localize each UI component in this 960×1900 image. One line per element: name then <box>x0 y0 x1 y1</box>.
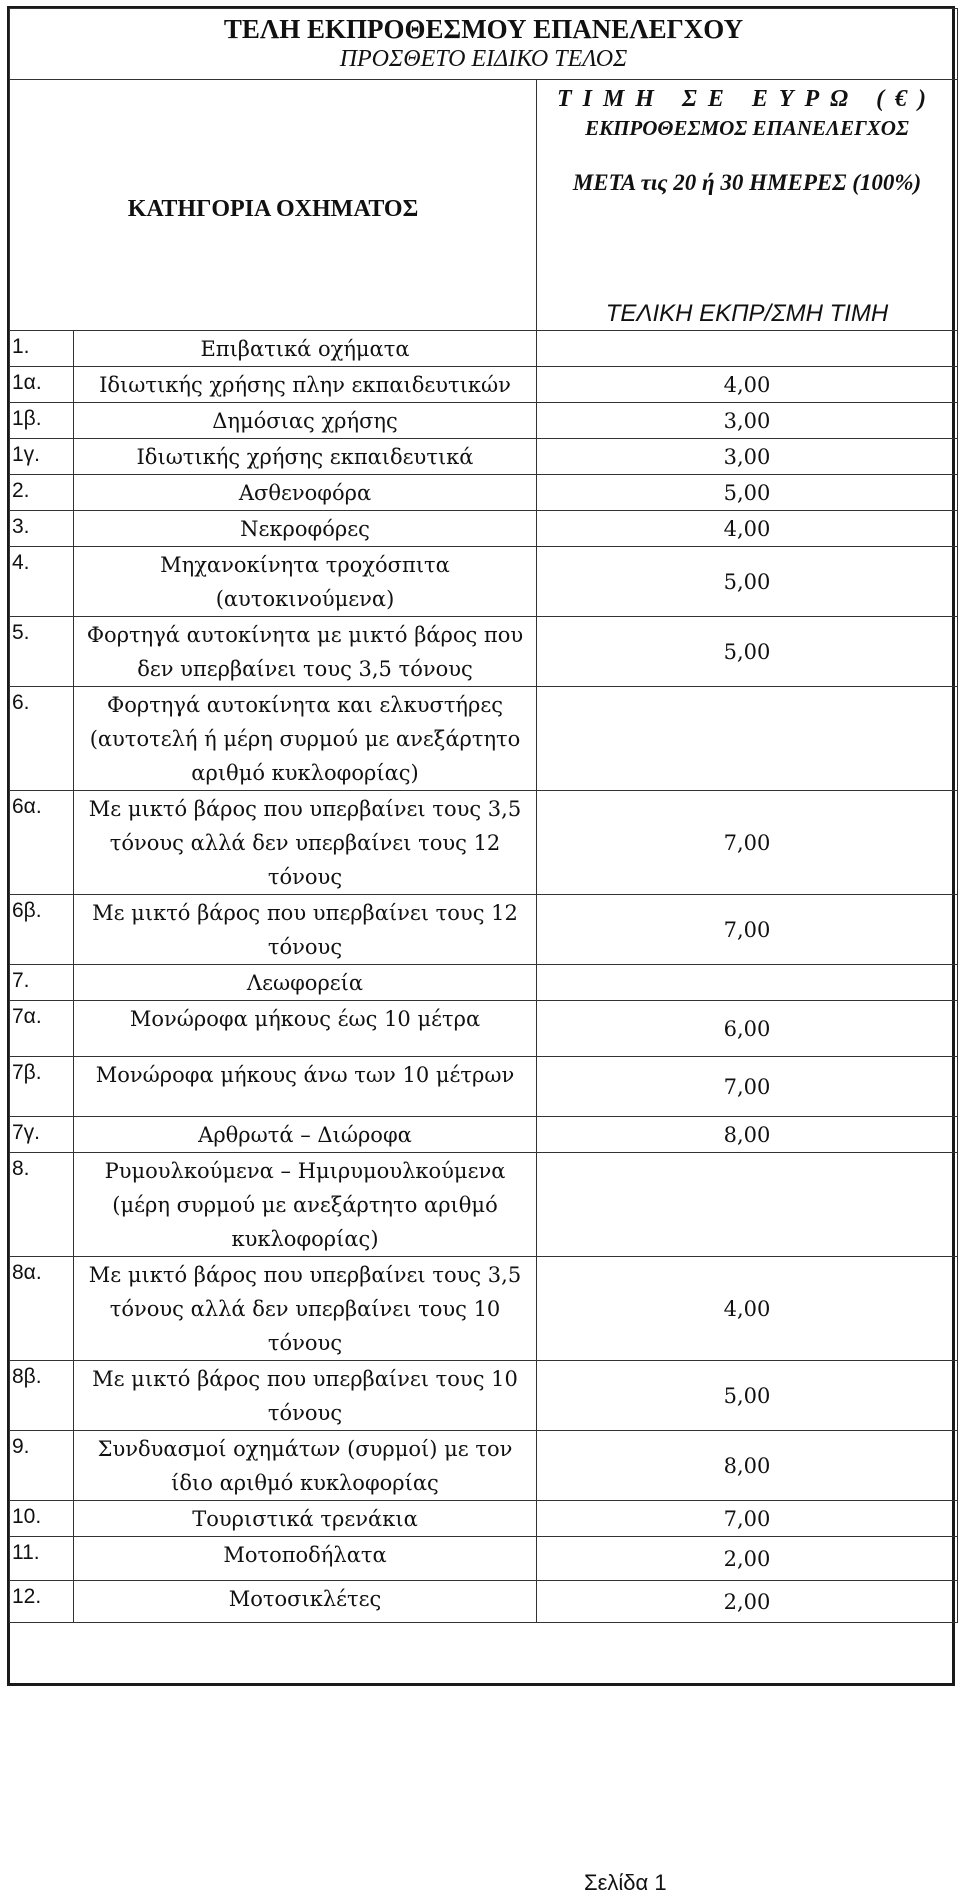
table-row <box>10 1537 958 1581</box>
row-number: 8β. <box>10 1361 74 1431</box>
row-number: 7α. <box>10 1001 74 1057</box>
vehicle-category: Δημόσιας χρήσης <box>74 403 537 439</box>
row-number: 12. <box>10 1581 74 1623</box>
row-number: 7β. <box>10 1057 74 1117</box>
table-row <box>10 1117 958 1153</box>
fee-value: 3,00 <box>537 439 958 475</box>
row-number: 11. <box>10 1537 74 1581</box>
row-number: 7γ. <box>10 1117 74 1153</box>
table-row <box>10 1581 958 1623</box>
table-row <box>10 965 958 1001</box>
table-row <box>10 511 958 547</box>
fee-value: 5,00 <box>537 547 958 617</box>
table-row <box>10 895 958 965</box>
vehicle-category: Αρθρωτά – Διώροφα <box>74 1117 537 1153</box>
fee-value: 5,00 <box>537 617 958 687</box>
fee-value: 3,00 <box>537 403 958 439</box>
vehicle-category: Φορτηγά αυτοκίνητα με μικτό βάρος που δεν υπερβαίνει τους 3,5 τόνους <box>74 617 537 687</box>
row-number: 1. <box>10 331 74 367</box>
fee-value <box>537 687 958 791</box>
row-number: 9. <box>10 1431 74 1501</box>
table-row <box>10 1257 958 1361</box>
vehicle-category: Ασθενοφόρα <box>74 475 537 511</box>
vehicle-category: Με μικτό βάρος που υπερβαίνει τους 3,5 τόνους αλλά δεν υπερβαίνει τους 12 τόνους <box>74 791 537 895</box>
fees-table <box>9 8 958 1623</box>
price-header-line1: ΤΙΜΗ ΣΕ ΕΥΡΩ (€) <box>556 86 938 112</box>
vehicle-category: Με μικτό βάρος που υπερβαίνει τους 12 τόνους <box>74 895 537 965</box>
row-number: 7. <box>10 965 74 1001</box>
row-number: 8. <box>10 1153 74 1257</box>
table-row <box>10 1501 958 1537</box>
row-number: 8α. <box>10 1257 74 1361</box>
row-number: 2. <box>10 475 74 511</box>
fee-value: 7,00 <box>537 791 958 895</box>
category-header-label: ΚΑΤΗΓΟΡΙΑ ΟΧΗΜΑΤΟΣ <box>127 195 419 222</box>
fee-value: 4,00 <box>537 511 958 547</box>
row-number: 4. <box>10 547 74 617</box>
vehicle-category: Ιδιωτικής χρήσης πλην εκπαιδευτικών <box>74 367 537 403</box>
price-header-line3: ΜΕΤΑ τις 20 ή 30 ΗΜΕΡΕΣ (100%) <box>572 170 922 195</box>
row-number: 1α. <box>10 367 74 403</box>
fee-value <box>537 331 958 367</box>
table-row <box>10 791 958 895</box>
vehicle-category: Συνδυασμοί οχημάτων (συρμοί) με τον ίδιο αριθμό κυκλοφορίας <box>74 1431 537 1501</box>
column-header-row <box>10 80 958 331</box>
fee-value: 6,00 <box>537 1001 958 1057</box>
vehicle-category: Επιβατικά οχήματα <box>74 331 537 367</box>
vehicle-category: Λεωφορεία <box>74 965 537 1001</box>
vehicle-category: Ρυμουλκούμενα – Ημιρυμουλκούμενα (μέρη συρμού με ανεξάρτητο αριθμό κυκλοφορίας) <box>74 1153 537 1257</box>
table-row <box>10 367 958 403</box>
fee-value: 8,00 <box>537 1431 958 1501</box>
table-row <box>10 403 958 439</box>
vehicle-category: Με μικτό βάρος που υπερβαίνει τους 10 τόνους <box>74 1361 537 1431</box>
vehicle-category: Φορτηγά αυτοκίνητα και ελκυστήρες (αυτοτελή ή μέρη συρμού με ανεξάρτητο αριθμό κυκλοφορίας) <box>74 687 537 791</box>
table-row <box>10 547 958 617</box>
fee-value <box>537 965 958 1001</box>
page-number: Σελίδα 1 <box>584 1870 667 1895</box>
vehicle-category: Μοτοσικλέτες <box>74 1581 537 1623</box>
table-row <box>10 1153 958 1257</box>
fee-value: 2,00 <box>537 1537 958 1581</box>
category-header <box>10 80 537 331</box>
table-row <box>10 1057 958 1117</box>
row-number: 5. <box>10 617 74 687</box>
row-number: 1γ. <box>10 439 74 475</box>
table-row <box>10 1361 958 1431</box>
vehicle-category: Μοτοποδήλατα <box>74 1537 537 1581</box>
vehicle-category: Μονώροφα μήκους έως 10 μέτρα <box>74 1001 537 1057</box>
title-row <box>10 9 958 80</box>
vehicle-category: Τουριστικά τρενάκια <box>74 1501 537 1537</box>
row-number: 6. <box>10 687 74 791</box>
page-title: ΤΕΛΗ ΕΚΠΡΟΘΕΣΜΟΥ ΕΠΑΝΕΛΕΓΧΟΥ <box>223 14 744 44</box>
table-row <box>10 475 958 511</box>
table-row <box>10 687 958 791</box>
vehicle-category: Μονώροφα μήκους άνω των 10 μέτρων <box>74 1057 537 1117</box>
fee-value: 7,00 <box>537 895 958 965</box>
fee-value <box>537 1153 958 1257</box>
fee-value: 5,00 <box>537 475 958 511</box>
row-number: 1β. <box>10 403 74 439</box>
table-row <box>10 439 958 475</box>
table-row <box>10 1431 958 1501</box>
vehicle-category: Ιδιωτικής χρήσης εκπαιδευτικά <box>74 439 537 475</box>
fee-value: 7,00 <box>537 1501 958 1537</box>
vehicle-category: Νεκροφόρες <box>74 511 537 547</box>
row-number: 3. <box>10 511 74 547</box>
fee-value: 7,00 <box>537 1057 958 1117</box>
fee-value: 4,00 <box>537 367 958 403</box>
price-header <box>537 80 958 331</box>
vehicle-category: Με μικτό βάρος που υπερβαίνει τους 3,5 τόνους αλλά δεν υπερβαίνει τους 10 τόνους <box>74 1257 537 1361</box>
page-subtitle: ΠΡΟΣΘΕΤΟ ΕΙΔΙΚΟ ΤΕΛΟΣ <box>339 46 628 72</box>
table-row <box>10 617 958 687</box>
fee-value: 4,00 <box>537 1257 958 1361</box>
price-header-line4: ΤΕΛΙΚΗ ΕΚΠΡ/ΣΜΗ ΤΙΜΗ <box>605 300 889 327</box>
row-number: 6β. <box>10 895 74 965</box>
table-row <box>10 331 958 367</box>
row-number: 6α. <box>10 791 74 895</box>
row-number: 10. <box>10 1501 74 1537</box>
vehicle-category: Μηχανοκίνητα τροχόσπιτα (αυτοκινούμενα) <box>74 547 537 617</box>
fee-value: 2,00 <box>537 1581 958 1623</box>
table-row <box>10 1001 958 1057</box>
price-header-line2: ΕΚΠΡΟΘΕΣΜΟΣ ΕΠΑΝΕΛΕΓΧΟΣ <box>585 116 909 140</box>
fee-value: 5,00 <box>537 1361 958 1431</box>
fee-value: 8,00 <box>537 1117 958 1153</box>
title-cell <box>10 9 958 80</box>
